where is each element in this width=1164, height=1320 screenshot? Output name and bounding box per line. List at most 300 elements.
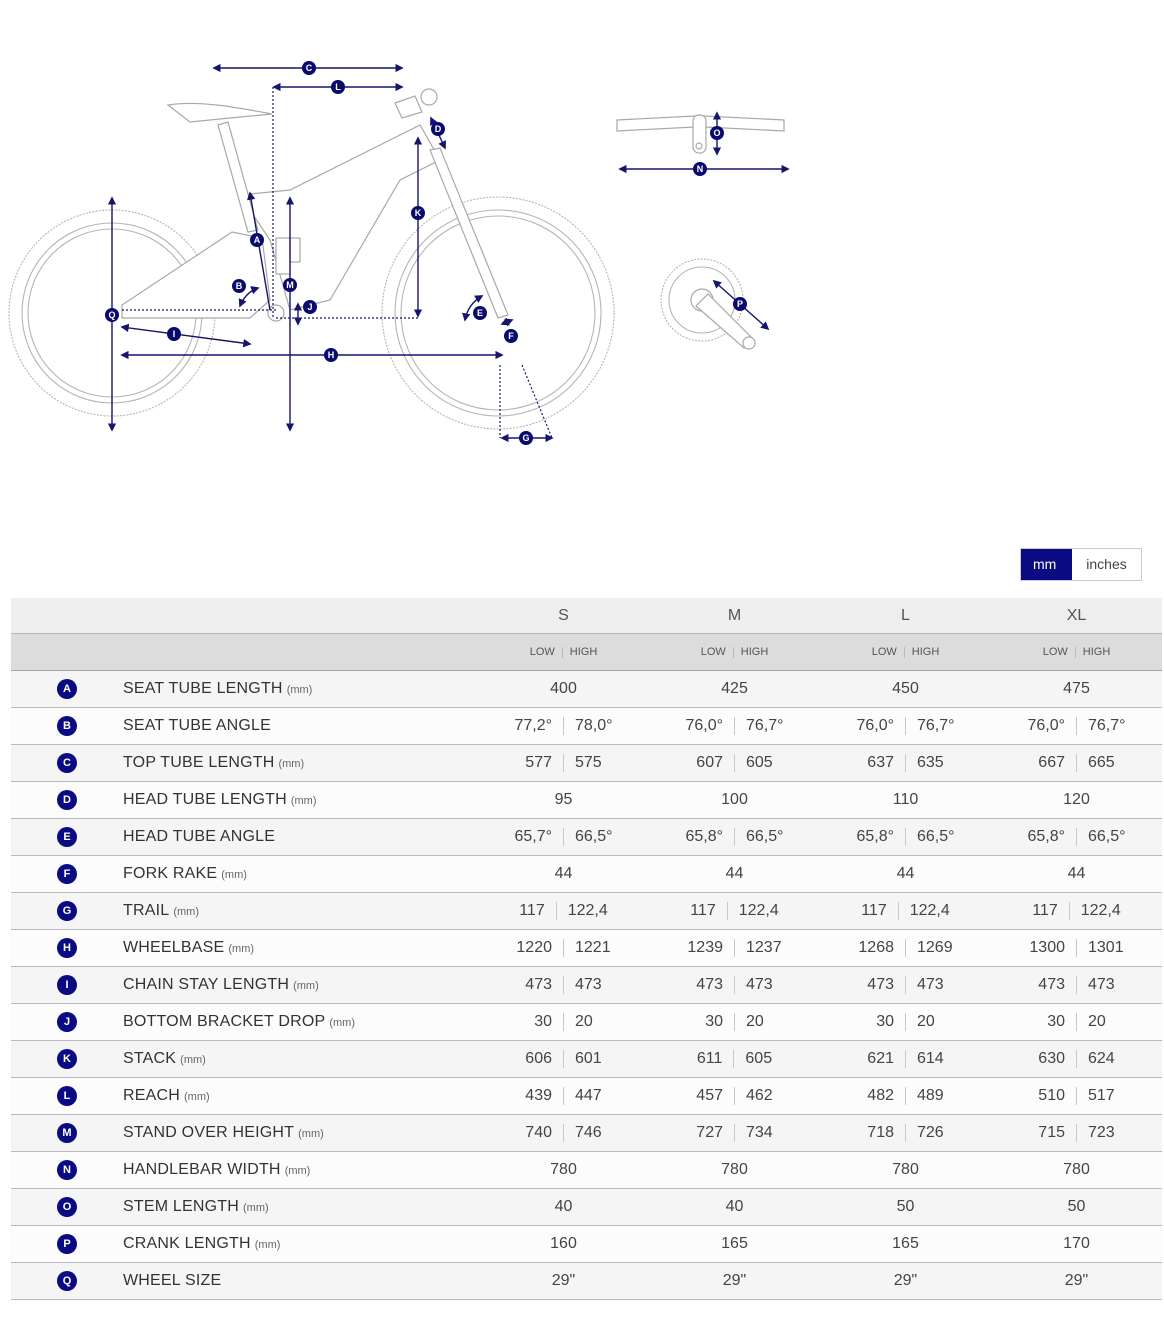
value: 170 [1063, 1235, 1090, 1252]
low-value: 76,0° [685, 717, 723, 734]
value-cell [478, 671, 649, 708]
table-row [11, 856, 1162, 893]
high-value: 20 [917, 1013, 935, 1030]
low-value: 727 [696, 1124, 723, 1141]
value-cell [649, 782, 820, 819]
separator [563, 828, 564, 846]
table-row [11, 1078, 1162, 1115]
value-cell [649, 1263, 820, 1300]
separator [734, 939, 735, 957]
value-cell [649, 1115, 820, 1152]
measurement-label: CHAIN STAY LENGTH [123, 976, 290, 993]
size-header-m: M [649, 598, 820, 634]
value-cell [478, 1189, 649, 1226]
high-value: 66,5° [1088, 828, 1126, 845]
separator [905, 828, 906, 846]
value: 44 [725, 865, 744, 882]
value-cell [991, 745, 1162, 782]
high-value: 473 [1088, 976, 1115, 993]
low-value: 117 [1032, 902, 1058, 919]
value-cell [649, 819, 820, 856]
value-cell [820, 1041, 991, 1078]
table-row [11, 745, 1162, 782]
low-value: 606 [525, 1050, 552, 1067]
value: 50 [896, 1198, 915, 1215]
separator [734, 1124, 735, 1142]
value: 160 [550, 1235, 577, 1252]
measurement-unit: (mm) [293, 980, 319, 992]
high-value: 605 [745, 1050, 773, 1067]
low-value: 65,8° [856, 828, 894, 845]
low-label: LOW [871, 646, 897, 658]
value-cell [649, 745, 820, 782]
measurement-label: HEAD TUBE LENGTH [123, 791, 287, 808]
high-value: 462 [746, 1087, 773, 1104]
measurement-unit: (mm) [329, 1017, 356, 1029]
high-value: 624 [1088, 1050, 1115, 1067]
size-header-l: L [820, 598, 991, 634]
high-value: 66,5° [917, 828, 955, 845]
svg-text:F: F [508, 331, 514, 341]
low-value: 740 [525, 1124, 552, 1141]
value-cell [820, 1263, 991, 1300]
value-cell [820, 893, 991, 930]
low-high-header-row [11, 634, 1162, 671]
low-value: 117 [690, 902, 716, 919]
high-value: 78,0° [575, 717, 613, 734]
low-high-header [820, 634, 991, 671]
value-cell [649, 967, 820, 1004]
value: 120 [1063, 791, 1090, 808]
value-cell [649, 856, 820, 893]
table-row [11, 967, 1162, 1004]
high-value: 20 [746, 1013, 764, 1030]
low-value: 1239 [687, 939, 723, 956]
high-value: 746 [575, 1124, 602, 1141]
value: 165 [892, 1235, 919, 1252]
high-value: 1269 [917, 939, 953, 956]
svg-text:J: J [307, 302, 313, 312]
measurement-key-badge: K [57, 1049, 77, 1069]
low-value: 473 [1038, 976, 1065, 993]
measurement-key-badge: J [57, 1012, 77, 1032]
high-value: 20 [1088, 1013, 1106, 1030]
marker-n [693, 162, 707, 176]
low-value: 718 [867, 1124, 894, 1141]
measurement-key-badge: G [57, 901, 77, 921]
value-cell [478, 856, 649, 893]
separator [905, 939, 906, 957]
separator [1076, 939, 1077, 957]
separator [563, 976, 564, 994]
separator [563, 939, 564, 957]
high-value: 665 [1088, 754, 1115, 771]
measurement-label: STACK [123, 1050, 177, 1067]
measurement-key-badge: M [57, 1123, 77, 1143]
separator [1076, 976, 1077, 994]
size-header-xl: XL [991, 598, 1162, 634]
svg-text:A: A [253, 235, 261, 245]
high-value: 734 [746, 1124, 773, 1141]
value-cell [478, 1226, 649, 1263]
value: 100 [721, 791, 748, 808]
value: 29" [1064, 1272, 1089, 1289]
value-cell [649, 893, 820, 930]
low-value: 76,0° [1027, 717, 1065, 734]
value: 95 [554, 791, 573, 808]
measurement-label: REACH [123, 1087, 181, 1104]
high-value: 1221 [575, 939, 611, 956]
measurement-key-badge: C [57, 753, 77, 773]
marker-c [302, 61, 316, 75]
high-value: 66,5° [746, 828, 784, 845]
measurement-label: HEAD TUBE ANGLE [123, 828, 276, 845]
value-cell [478, 1004, 649, 1041]
value-cell [478, 967, 649, 1004]
high-value: 122,4 [909, 902, 950, 919]
separator [905, 1087, 906, 1105]
high-value: 122,4 [738, 902, 779, 919]
low-high-header [478, 634, 649, 671]
high-value: 76,7° [746, 717, 784, 734]
value: 40 [554, 1198, 573, 1215]
value-cell [991, 671, 1162, 708]
measurement-label: SEAT TUBE ANGLE [123, 717, 271, 734]
low-value: 611 [696, 1050, 723, 1067]
svg-text:H: H [327, 350, 335, 360]
low-high-header [649, 634, 820, 671]
high-value: 473 [917, 976, 944, 993]
value: 29" [551, 1272, 576, 1289]
separator [563, 1124, 564, 1142]
value-cell [820, 1115, 991, 1152]
separator [563, 754, 564, 772]
low-value: 30 [705, 1013, 723, 1030]
svg-text:O: O [713, 128, 721, 138]
measurement-unit: (mm) [298, 1128, 324, 1140]
separator [904, 647, 905, 658]
measurement-label: WHEELBASE [123, 939, 225, 956]
value-cell [991, 893, 1162, 930]
unit-option-inches[interactable]: inches [1072, 549, 1141, 580]
value-cell [820, 1078, 991, 1115]
value-cell [820, 745, 991, 782]
measurement-label: STAND OVER HEIGHT [123, 1124, 295, 1141]
high-value: 473 [575, 976, 602, 993]
value: 400 [550, 680, 577, 697]
marker-m [283, 278, 297, 292]
value-cell [649, 1004, 820, 1041]
high-value: 489 [917, 1087, 944, 1104]
value-cell [478, 1078, 649, 1115]
measurement-unit: (mm) [284, 1165, 311, 1177]
separator [1076, 1124, 1077, 1142]
table-row [11, 671, 1162, 708]
separator [734, 1087, 735, 1105]
value: 44 [896, 865, 915, 882]
separator [556, 902, 557, 920]
measurement-unit: (mm) [254, 1239, 281, 1251]
measurement-key-badge: N [57, 1160, 77, 1180]
separator [734, 1013, 735, 1031]
value: 780 [550, 1161, 577, 1178]
separator [562, 647, 563, 658]
high-value: 614 [917, 1050, 944, 1067]
bike-frame [122, 89, 508, 321]
measurement-key-badge: E [57, 827, 77, 847]
low-value: 1300 [1029, 939, 1065, 956]
measurement-key-badge: D [57, 790, 77, 810]
bike-geometry-diagram [0, 0, 1164, 520]
value-cell [991, 1152, 1162, 1189]
svg-text:M: M [286, 280, 294, 290]
value-cell [478, 745, 649, 782]
high-value: 122,4 [1080, 902, 1121, 919]
marker-j [303, 300, 317, 314]
separator [1076, 1087, 1077, 1105]
value: 450 [892, 680, 919, 697]
value-cell [820, 819, 991, 856]
svg-text:K: K [414, 208, 422, 218]
separator [733, 647, 734, 658]
value: 165 [721, 1235, 748, 1252]
value-cell [991, 819, 1162, 856]
svg-text:C: C [305, 63, 313, 73]
low-value: 510 [1038, 1087, 1065, 1104]
size-header-s: S [478, 598, 649, 634]
value-cell [478, 893, 649, 930]
high-value: 76,7° [917, 717, 955, 734]
separator [1076, 754, 1077, 772]
separator [1069, 902, 1070, 920]
measurement-key-badge: F [57, 864, 77, 884]
value-cell [478, 1115, 649, 1152]
value-cell [820, 782, 991, 819]
high-label: HIGH [740, 646, 769, 658]
measurement-unit: (mm) [243, 1202, 269, 1214]
svg-text:D: D [434, 124, 442, 134]
measurement-key-badge: Q [57, 1271, 77, 1291]
high-value: 66,5° [575, 828, 613, 845]
value-cell [649, 1226, 820, 1263]
high-label: HIGH [569, 646, 598, 658]
value-cell [991, 1226, 1162, 1263]
value-cell [820, 1152, 991, 1189]
high-value: 447 [575, 1087, 602, 1104]
value-cell [991, 930, 1162, 967]
value: 475 [1063, 680, 1090, 697]
separator [898, 902, 899, 920]
size-header-row [11, 598, 1162, 634]
table-row [11, 1263, 1162, 1300]
unit-option-mm[interactable]: mm [1021, 549, 1072, 580]
marker-g [519, 431, 533, 445]
high-value: 726 [917, 1124, 944, 1141]
value-cell [991, 1004, 1162, 1041]
high-value: 635 [917, 754, 944, 771]
measurement-label: FORK RAKE [123, 865, 218, 882]
separator [905, 717, 906, 735]
high-value: 517 [1088, 1087, 1115, 1104]
marker-f [504, 329, 518, 343]
value-cell [820, 708, 991, 745]
value: 40 [725, 1198, 744, 1215]
geometry-table [11, 598, 1162, 1300]
svg-text:B: B [235, 281, 243, 291]
high-value: 76,7° [1088, 717, 1126, 734]
value-cell [991, 1263, 1162, 1300]
value: 780 [721, 1161, 748, 1178]
marker-o [710, 126, 724, 140]
separator [905, 1013, 906, 1031]
value-cell [820, 967, 991, 1004]
handlebar-detail [617, 115, 784, 153]
value: 44 [1067, 865, 1086, 882]
value-cell [649, 708, 820, 745]
high-value: 473 [746, 976, 773, 993]
low-value: 473 [525, 976, 552, 993]
low-value: 1268 [858, 939, 894, 956]
marker-h [324, 348, 338, 362]
value-cell [991, 708, 1162, 745]
marker-b [232, 279, 246, 293]
value: 29" [722, 1272, 747, 1289]
low-value: 667 [1038, 754, 1065, 771]
value-cell [478, 930, 649, 967]
high-value: 601 [575, 1050, 602, 1067]
marker-p [733, 297, 747, 311]
low-high-header [991, 634, 1162, 671]
measurement-label: TRAIL [123, 902, 170, 919]
value-cell [991, 1115, 1162, 1152]
low-value: 637 [867, 754, 894, 771]
low-value: 76,0° [856, 717, 894, 734]
value-cell [478, 819, 649, 856]
low-value: 607 [696, 754, 723, 771]
marker-l [331, 80, 345, 94]
separator [563, 1050, 564, 1068]
separator [734, 717, 735, 735]
separator [733, 1050, 734, 1068]
separator [1075, 647, 1076, 658]
measurement-unit: (mm) [228, 943, 255, 955]
table-row [11, 1152, 1162, 1189]
table-row [11, 1004, 1162, 1041]
low-value: 621 [867, 1050, 894, 1067]
measurement-unit: (mm) [184, 1091, 210, 1103]
high-value: 605 [746, 754, 773, 771]
low-value: 630 [1038, 1050, 1065, 1067]
separator [563, 717, 564, 735]
low-value: 65,8° [1027, 828, 1065, 845]
marker-i [167, 327, 181, 341]
separator [734, 976, 735, 994]
low-value: 577 [525, 754, 552, 771]
value-cell [820, 1004, 991, 1041]
value-cell [820, 1226, 991, 1263]
svg-text:I: I [172, 329, 176, 339]
value-cell [478, 782, 649, 819]
high-value: 1301 [1088, 939, 1124, 956]
svg-text:P: P [736, 299, 744, 309]
svg-text:L: L [335, 82, 341, 92]
value: 44 [554, 865, 573, 882]
low-value: 482 [867, 1087, 894, 1104]
separator [1076, 828, 1077, 846]
high-value: 20 [575, 1013, 593, 1030]
value-cell [478, 1152, 649, 1189]
low-value: 30 [1047, 1013, 1065, 1030]
value-cell [478, 1263, 649, 1300]
measurement-unit: (mm) [286, 684, 313, 696]
low-label: LOW [529, 646, 555, 658]
table-row [11, 782, 1162, 819]
marker-d [431, 122, 445, 136]
measurement-label: TOP TUBE LENGTH [123, 754, 275, 771]
value: 110 [892, 791, 919, 808]
value-cell [649, 1078, 820, 1115]
measurement-key-badge: I [57, 975, 77, 995]
high-value: 1237 [746, 939, 782, 956]
value-cell [991, 782, 1162, 819]
measurement-label: STEM LENGTH [123, 1198, 239, 1215]
value-cell [649, 1152, 820, 1189]
measurement-key-badge: P [57, 1234, 77, 1254]
svg-text:Q: Q [108, 310, 116, 320]
separator [727, 902, 728, 920]
value-cell [649, 930, 820, 967]
low-value: 473 [696, 976, 723, 993]
low-value: 439 [525, 1087, 552, 1104]
value: 50 [1067, 1198, 1086, 1215]
low-label: LOW [700, 646, 726, 658]
unit-toggle[interactable] [1020, 548, 1142, 581]
high-value: 122,4 [567, 902, 608, 919]
marker-a [250, 233, 264, 247]
table-row [11, 819, 1162, 856]
low-value: 65,8° [685, 828, 723, 845]
low-value: 77,2° [514, 717, 552, 734]
separator [1076, 1013, 1077, 1031]
measurement-label: HANDLEBAR WIDTH [123, 1161, 281, 1178]
measurement-key-badge: B [57, 716, 77, 736]
value-cell [478, 708, 649, 745]
measurement-unit: (mm) [221, 869, 247, 881]
value: 425 [721, 680, 748, 697]
low-value: 473 [867, 976, 894, 993]
value-cell [478, 1041, 649, 1078]
low-value: 30 [534, 1013, 552, 1030]
measurement-unit: (mm) [278, 758, 305, 770]
low-value: 457 [696, 1087, 723, 1104]
marker-q [105, 308, 119, 322]
measurement-label: WHEEL SIZE [123, 1272, 222, 1289]
value: 780 [1063, 1161, 1090, 1178]
value-cell [991, 1078, 1162, 1115]
svg-text:N: N [696, 164, 704, 174]
low-value: 1220 [516, 939, 552, 956]
value-cell [649, 671, 820, 708]
separator [1076, 1050, 1077, 1068]
separator [563, 1013, 564, 1031]
separator [1076, 717, 1077, 735]
table-row [11, 708, 1162, 745]
separator [734, 828, 735, 846]
table-row [11, 1115, 1162, 1152]
marker-k [411, 206, 425, 220]
value: 29" [893, 1272, 918, 1289]
low-value: 117 [861, 902, 887, 919]
